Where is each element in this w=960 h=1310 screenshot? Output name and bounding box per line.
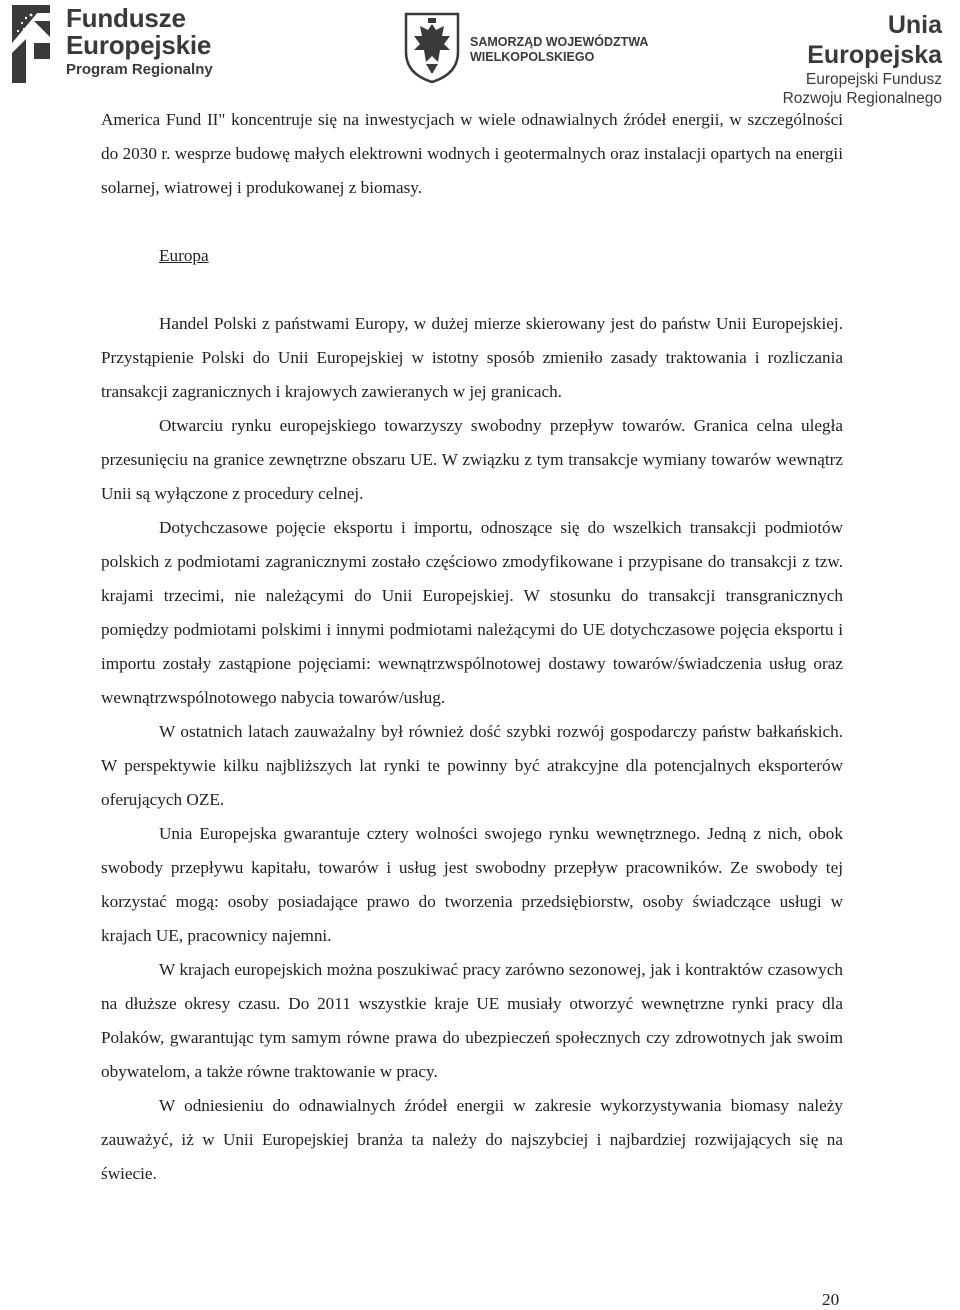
left-logo-line2: Europejskie xyxy=(66,30,212,60)
page-header xyxy=(0,0,960,107)
middle-logo-line1: SAMORZĄD WOJEWÓDZTWA xyxy=(470,35,649,49)
fe-emblem-icon xyxy=(4,3,60,85)
page-number: 20 xyxy=(822,1290,840,1309)
paragraph-7: W krajach europejskich można poszukiwać pracy zarówno sezonowej, jak i kontraktów czasowych na dłuższe okresy czasu. Do 2011 wszystkie kraje UE musiały otworzyć wewnętrzne rynki pracy dla Polaków, gwarantując tym samym równe prawa do ubezpieczeń społecznych czy zdrowotnych jak swoim obywatelom, a także równe traktowanie w pracy. xyxy=(101,960,843,1081)
samorzad-wielkopolska-logo xyxy=(400,12,670,86)
left-logo-line1: Fundusze xyxy=(66,3,186,33)
paragraph-6: Unia Europejska gwarantuje cztery wolności swojego rynku wewnętrznego. Jedną z nich, obok swobody przepływu kapitału, towarów i usług jest swobodny przepływ pracowników. Ze swobody tej korzystać mogą: osoby posiadające prawo do tworzenia przedsiębiorstw, osoby świadczące usługi w krajach UE, pracownicy najemni. xyxy=(101,824,843,945)
eagle-crest-icon xyxy=(400,12,464,84)
right-logo-line1: Unia Europejska xyxy=(807,11,942,69)
left-logo-line3: Program Regionalny xyxy=(66,61,213,78)
paragraph-2: Handel Polski z państwami Europy, w dużej mierze skierowany jest do państw Unii Europejskiej. Przystąpienie Polski do Unii Europejskiej w istotny sposób zmieniło zasady traktowania i rozliczania transakcji zagranicznych i krajowych zawieranych w jej granicach. xyxy=(101,314,843,401)
right-logo-line2: Europejski Fundusz xyxy=(805,71,942,88)
paragraph-3: Otwarciu rynku europejskiego towarzyszy swobodny przepływ towarów. Granica celna uległa przesunięciu na granice zewnętrzne obszaru UE. W związku z tym transakcje wymiany towarów wewnątrz Unii są wyłączone z procedury celnej. xyxy=(101,416,843,503)
right-logo-line3: Rozwoju Regionalnego xyxy=(782,90,942,107)
paragraph-4: Dotychczasowe pojęcie eksportu i importu, odnoszące się do wszelkich transakcji podmiotów polskich z podmiotami zagranicznymi zostało częściowo zmodyfikowane i przypisane do transakcji z tzw. krajami trzecimi, nie należącymi do Unii Europejskiej. W stosunku do transakcji transgranicznych pomiędzy podmiotami polskimi i innymi podmiotami należącymi do UE dotychczasowe pojęcia eksportu i importu zostały zastąpione pojęciami: wewnątrzwspólnotowej dostawy towarów/świadczenia usług oraz wewnątrzwspólnotowego nabycia towarów/usług. xyxy=(101,518,843,707)
paragraph-8: W odniesieniu do odnawialnych źródeł energii w zakresie wykorzystywania biomasy należy zauważyć, iż w Unii Europejskiej branża ta należy do najszybciej i najbardziej rozwijających się na świecie. xyxy=(101,1096,843,1183)
paragraph-5: W ostatnich latach zauważalny był również dość szybki rozwój gospodarczy państw bałkańskich. W perspektywie kilku najbliższych lat rynki te powinny być atrakcyjne dla potencjalnych eksporterów oferujących OZE. xyxy=(101,722,843,809)
middle-logo-line2: WIELKOPOLSKIEGO xyxy=(470,50,595,64)
section-heading: Europa xyxy=(159,246,209,265)
document-body xyxy=(101,103,843,1191)
unia-europejska-logo xyxy=(752,10,942,108)
fundusze-europejskie-logo xyxy=(4,3,214,87)
paragraph-1: America Fund II" koncentruje się na inwestycjach w wiele odnawialnych źródeł energii, w szczególności do 2030 r. wesprze budowę małych elektrowni wodnych i geotermalnych oraz instalacji opartych na energii solarnej, wiatrowej i produkowanej z biomasy. xyxy=(101,110,843,197)
